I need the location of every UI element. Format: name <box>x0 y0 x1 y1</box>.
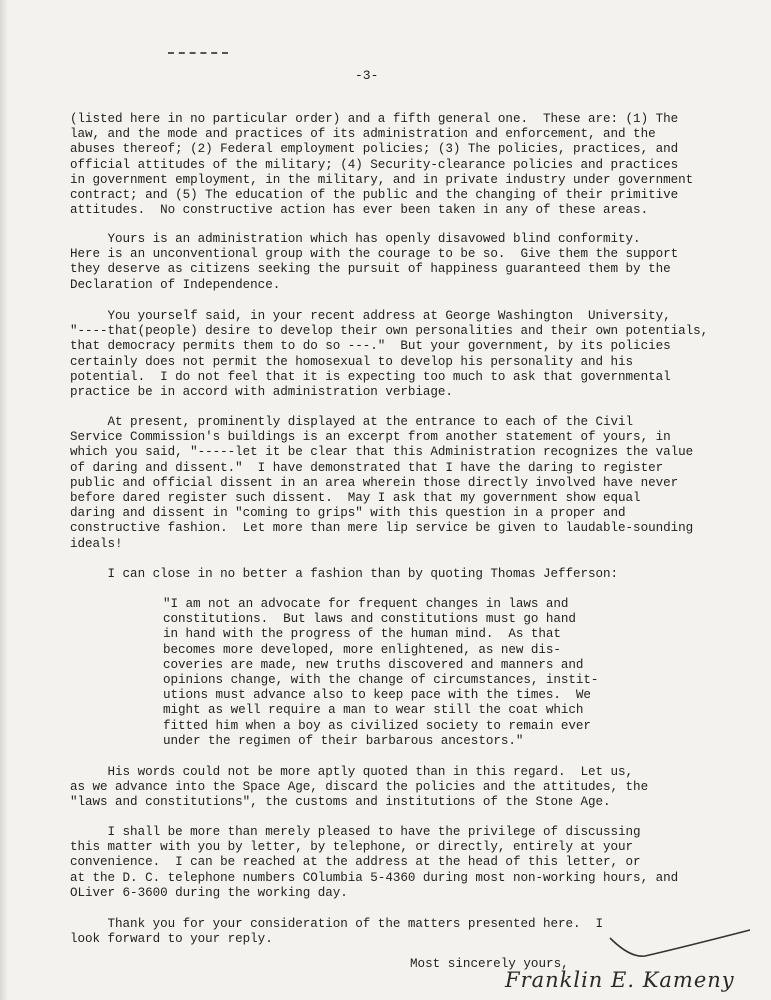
paragraph-thank-you: Thank you for your consideration of the matters presented here. I look forward to your reply. <box>70 917 604 947</box>
paragraph-daring-dissent: At present, prominently displayed at the entrance to each of the Civil Service Commission's buildings is an excerpt from another statement of yours, in which you said, "-----let it be clear that this Administration recognizes the value of daring and dissent." I have demonstrated that I have the daring to register public and official dissent in an area wherein those directly involved have never before dared register such dissent. May I ask that my government show equal daring and dissent in "coming to grips" with this question in a proper and constructive fashion. Let more than mere lip service be given to laudable-sounding ideals! <box>70 415 694 551</box>
paragraph-administration: Yours is an administration which has openly disavowed blind conformity. Here is an unconventional group with the courage to be so. Give them the support they deserve as citizens seeking the pursuit of happiness guaranteed them by the Declaration of Independence. <box>70 232 679 292</box>
page-edge-shadow <box>0 0 8 1000</box>
paragraph-space-age: His words could not be more aptly quoted than in this regard. Let us, as we advance into the Space Age, discard the policies and the attitudes, the "laws and constitutions", the customs and institutions of the Stone Age. <box>70 765 649 810</box>
page-number: -3- <box>355 68 379 83</box>
paragraph-contact: I shall be more than merely pleased to have the privilege of discussing this matter with you by letter, by telephone, or directly, entirely at your convenience. I can be reached at the address at the head of this letter, or at the D. C. telephone numbers COlumbia 5-4360 during most non-working hours, and OLiver 6-3600 during the working day. <box>70 825 679 900</box>
pencil-mark <box>168 52 228 57</box>
handwritten-signature: Franklin E. Kameny <box>505 968 735 992</box>
jefferson-quote: "I am not an advocate for frequent changes in laws and constitutions. But laws and constitutions must go hand in hand with the progress of the human mind. As that becomes more developed, more enlightened, as new dis- coveries are made, new truths discovered and manners and opinions change, with the change of circumstances, instit- utions must advance also to keep pace with the times. We might as well require a man to wear still the coat which fitted him when a boy as civilized society to remain ever under the regimen of their barbarous ancestors." <box>163 597 599 748</box>
paragraph-jefferson-intro: I can close in no better a fashion than by quoting Thomas Jefferson: <box>70 567 619 581</box>
paragraph-areas-list: (listed here in no particular order) and a fifth general one. These are: (1) The law, and the mode and practices of its administration and enforcement, and the abuses thereof; (2) Federal employment policies; (3) The policies, practices, and official attitudes of the military; (4) Security-clearance policies and practices in government employment, in the military, and in private industry under government contract; and (5) The education of the public and the changing of their primitive attitudes. No constructive action has ever been taken in any of these areas. <box>70 112 694 218</box>
paragraph-gwu-address: You yourself said, in your recent address at George Washington University, "----that(people) desire to develop their own personalities and their own potentials, that democracy permits them to do so ---." But your government, by its policies certainly does not permit the homosexual to develop his personality and his potential. I do not feel that it is expecting too much to ask that governmental practice be in accord with administration verbiage. <box>70 309 709 400</box>
closing-salutation: Most sincerely yours, <box>410 957 569 971</box>
